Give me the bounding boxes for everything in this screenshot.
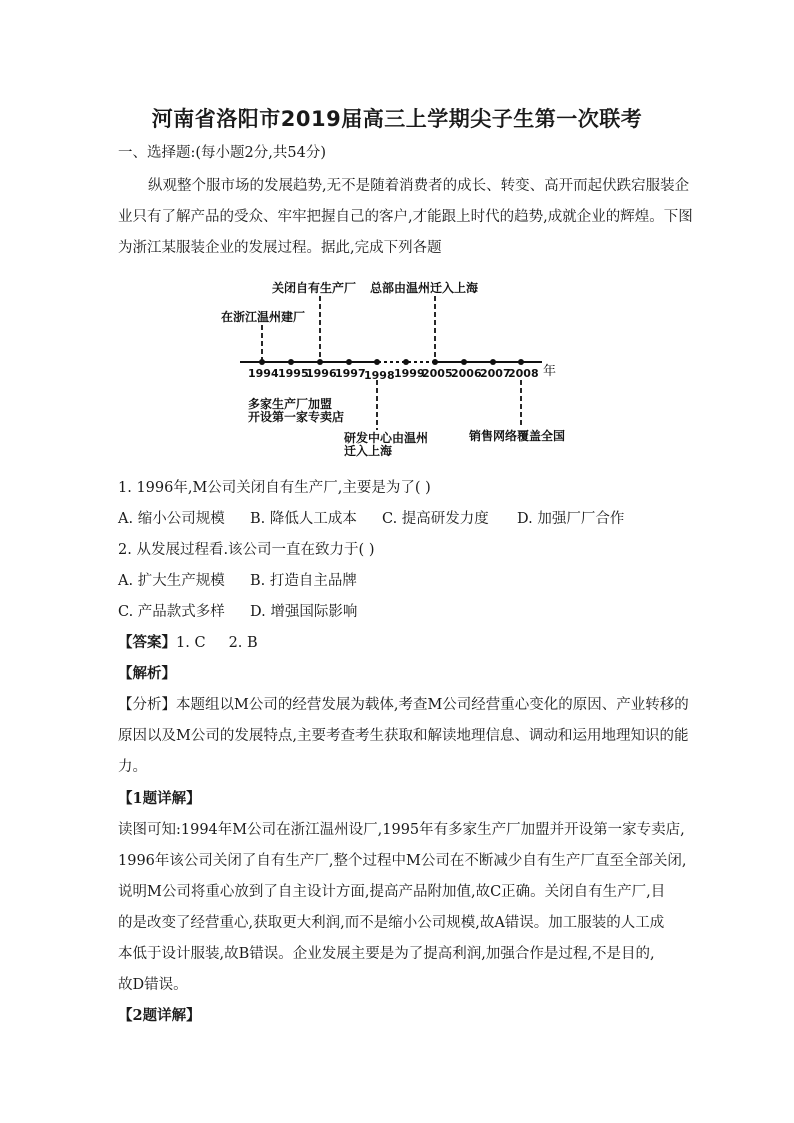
q2-option-b[interactable]: B. 打造自主品牌 — [250, 573, 357, 589]
q1-option-d[interactable]: D. 加强厂厂合作 — [517, 511, 625, 527]
tick-2005 — [432, 359, 438, 365]
q1-option-a[interactable]: A. 缩小公司规模 — [118, 511, 225, 527]
question-2-stem: 2. 从发展过程看.该公司一直在致力于( ) — [118, 542, 375, 558]
event-1995-line1: 多家生产厂加盟 — [248, 397, 333, 411]
question-2-options-row2 — [118, 602, 678, 622]
q1-detail-line-1: 读图可知:1994年M公司在浙江温州设厂,1995年有多家生产厂加盟并开设第一家专卖店, — [118, 822, 685, 838]
q1-option-b[interactable]: B. 降低人工成本 — [250, 511, 357, 527]
year-label: 1996 — [306, 367, 337, 380]
year-label: 1998 — [364, 369, 395, 382]
q1-detail-line-6: 故D错误。 — [118, 977, 188, 993]
event-1994: 在浙江温州建厂 — [221, 310, 306, 324]
q2-option-c[interactable]: C. 产品款式多样 — [118, 604, 225, 620]
year-label: 2005 — [422, 367, 453, 380]
q2-detail-heading: 【2题详解】 — [118, 1007, 201, 1024]
document-title: 河南省洛阳市2019届高三上学期尖子生第一次联考 — [151, 107, 643, 131]
tick-1997 — [346, 359, 352, 365]
tick-1996 — [317, 359, 323, 365]
year-label: 2007 — [480, 367, 511, 380]
section-heading: 一、选择题:(每小题2分,共54分) — [118, 145, 326, 161]
answer-line — [118, 633, 678, 653]
q1-detail-line-5: 本低于设计服装,故B错误。企业发展主要是为了提高利润,加强合作是过程,不是目的, — [118, 946, 655, 962]
question-1-options — [118, 509, 678, 529]
analysis-heading: 【解析】 — [118, 665, 176, 682]
analysis-line-2: 原因以及M公司的发展特点,主要考查考生获取和解读地理信息、调动和运用地理知识的能 — [118, 728, 689, 744]
tick-1998 — [374, 359, 380, 365]
q1-detail-line-4: 的是改变了经营重心,获取更大利润,而不是缩小公司规模,故A错误。加工服装的人工成 — [118, 915, 665, 931]
q1-detail-line-2: 1996年该公司关闭了自有生产厂,整个过程中M公司在不断减少自有生产厂直至全部关闭, — [118, 853, 687, 869]
year-label: 2006 — [451, 367, 482, 380]
event-1995-line2: 开设第一家专卖店 — [248, 410, 345, 424]
tick-1999 — [403, 359, 409, 365]
year-label: 1999 — [394, 367, 425, 380]
q1-option-c[interactable]: C. 提高研发力度 — [382, 511, 489, 527]
q1-detail-heading: 【1题详解】 — [118, 790, 201, 807]
answer-text: 1. C 2. B — [176, 635, 258, 651]
timeline-figure — [0, 270, 794, 460]
year-label: 1994 — [248, 367, 279, 380]
analysis-line-3: 力。 — [118, 759, 147, 775]
event-2008: 销售网络覆盖全国 — [469, 429, 566, 443]
event-1998-line2: 迁入上海 — [344, 444, 393, 458]
event-1998-line1: 研发中心由温州 — [344, 431, 429, 445]
event-2005: 总部由温州迁入上海 — [370, 281, 479, 295]
question-2-options-row1 — [118, 571, 678, 591]
event-1996: 关闭自有生产厂 — [272, 281, 357, 295]
tick-2007 — [490, 359, 496, 365]
intro-line-1: 纵观整个服市场的发展趋势,无不是随着消费者的成长、转变、高开而起伏跌宕服装企 — [148, 178, 690, 194]
year-label: 1995 — [278, 367, 309, 380]
tick-2008 — [518, 359, 524, 365]
tick-2006 — [461, 359, 467, 365]
q2-option-d[interactable]: D. 增强国际影响 — [250, 604, 358, 620]
answer-label: 【答案】 — [118, 634, 176, 651]
intro-line-3: 为浙江某服装企业的发展过程。据此,完成下列各题 — [118, 240, 442, 256]
q2-option-a[interactable]: A. 扩大生产规模 — [118, 573, 225, 589]
axis-unit-label: 年 — [543, 364, 557, 379]
q1-detail-line-3: 说明M公司将重心放到了自主设计方面,提高产品附加值,故C正确。关闭自有生产厂,目 — [118, 884, 666, 900]
year-label: 1997 — [335, 367, 366, 380]
analysis-line-1: 【分析】本题组以M公司的经营发展为载体,考查M公司经营重心变化的原因、产业转移的 — [118, 697, 689, 713]
question-1-stem: 1. 1996年,M公司关闭自有生产厂,主要是为了( ) — [118, 480, 431, 496]
intro-line-2: 业只有了解产品的受众、牢牢把握自己的客户,才能跟上时代的趋势,成就企业的辉煌。下图 — [118, 209, 693, 225]
tick-1995 — [288, 359, 294, 365]
year-label: 2008 — [508, 367, 539, 380]
